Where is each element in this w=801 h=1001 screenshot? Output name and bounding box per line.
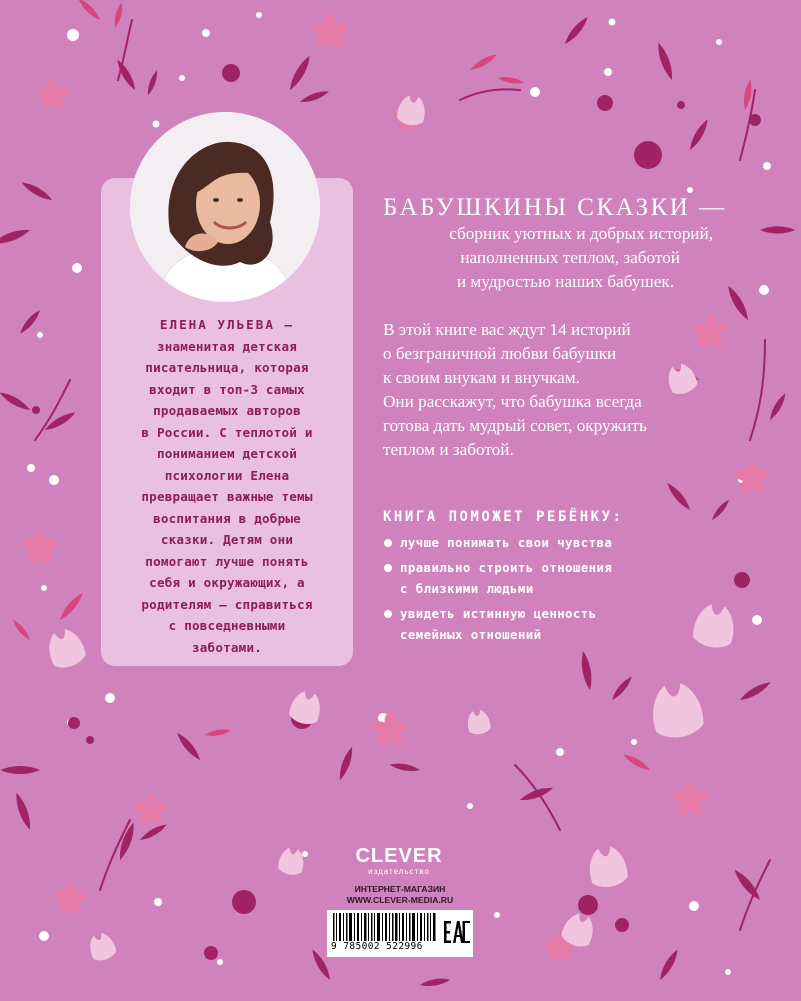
benefit-text: правильно строить отношения: [400, 559, 613, 575]
main-line: к своим внукам и внучкам.: [383, 368, 580, 387]
benefit-item: [383, 603, 713, 646]
bio-line: себя и окружающих, а: [149, 575, 305, 590]
online-shop-info: [318, 884, 482, 906]
bio-line: входит в топ-3 самых: [149, 381, 305, 397]
benefit-item: [383, 557, 713, 600]
bio-line: помогают лучше понять: [145, 553, 309, 569]
benefit-item: [383, 532, 713, 554]
isbn-number: 9 785002 522996: [331, 941, 441, 952]
benefit-text: увидеть истинную ценность: [400, 605, 597, 621]
bio-line: заботами.: [191, 639, 263, 655]
benefits-heading: КНИГА ПОМОЖЕТ РЕБЁНКУ:: [383, 509, 624, 525]
eac-mark-icon: [443, 912, 471, 954]
bio-line: знаменитая детская: [156, 338, 298, 354]
shop-label: ИНТЕРНЕТ-МАГАЗИН: [354, 884, 446, 894]
main-line: готова дать мудрый совет, окружить: [383, 416, 647, 435]
shop-url: WWW.CLEVER-MEDIA.RU: [346, 895, 454, 905]
book-title: БАБУШКИНЫ СКАЗКИ —: [383, 194, 727, 221]
benefit-text: с близкими людьми: [400, 581, 534, 596]
description-intro: [383, 222, 713, 294]
intro-line: сборник уютных и добрых историй,: [449, 224, 713, 243]
main-line: теплом и заботой.: [383, 440, 514, 459]
author-bio: [106, 314, 348, 658]
intro-line: наполненных теплом, заботой: [460, 248, 680, 267]
bio-line: сказки. Детям они: [160, 532, 294, 547]
bio-line: родителям — справиться: [141, 596, 313, 612]
bio-line: писательница, которая: [145, 360, 309, 375]
publisher-subtitle: издательство: [368, 867, 430, 876]
publisher-brand: CLEVER: [355, 845, 443, 867]
author-name: ЕЛЕНА УЛЬЕВА —: [159, 317, 295, 332]
bio-line: продаваемых авторов: [153, 403, 301, 418]
author-photo: [130, 112, 320, 302]
benefit-text: лучше понимать свои чувства: [400, 535, 613, 550]
intro-line: и мудростью наших бабушек.: [456, 272, 674, 291]
benefit-text: семейных отношений: [400, 627, 542, 642]
description-main: [383, 318, 713, 462]
publisher-logo: [354, 845, 444, 877]
bio-line: с повседневными: [168, 618, 286, 633]
main-line: В этой книге вас ждут 14 историй: [383, 320, 631, 339]
bio-line: в России. С теплотой и: [141, 424, 313, 440]
bio-line: превращает важные темы: [141, 489, 313, 504]
bio-line: психологии Елена: [164, 467, 290, 483]
benefits-list: [383, 532, 713, 649]
bio-line: воспитания в добрые: [153, 510, 301, 526]
main-line: о безграничной любви бабушки: [383, 344, 617, 363]
main-line: Они расскажут, что бабушка всегда: [383, 392, 642, 411]
bio-line: пониманием детской: [156, 446, 298, 461]
